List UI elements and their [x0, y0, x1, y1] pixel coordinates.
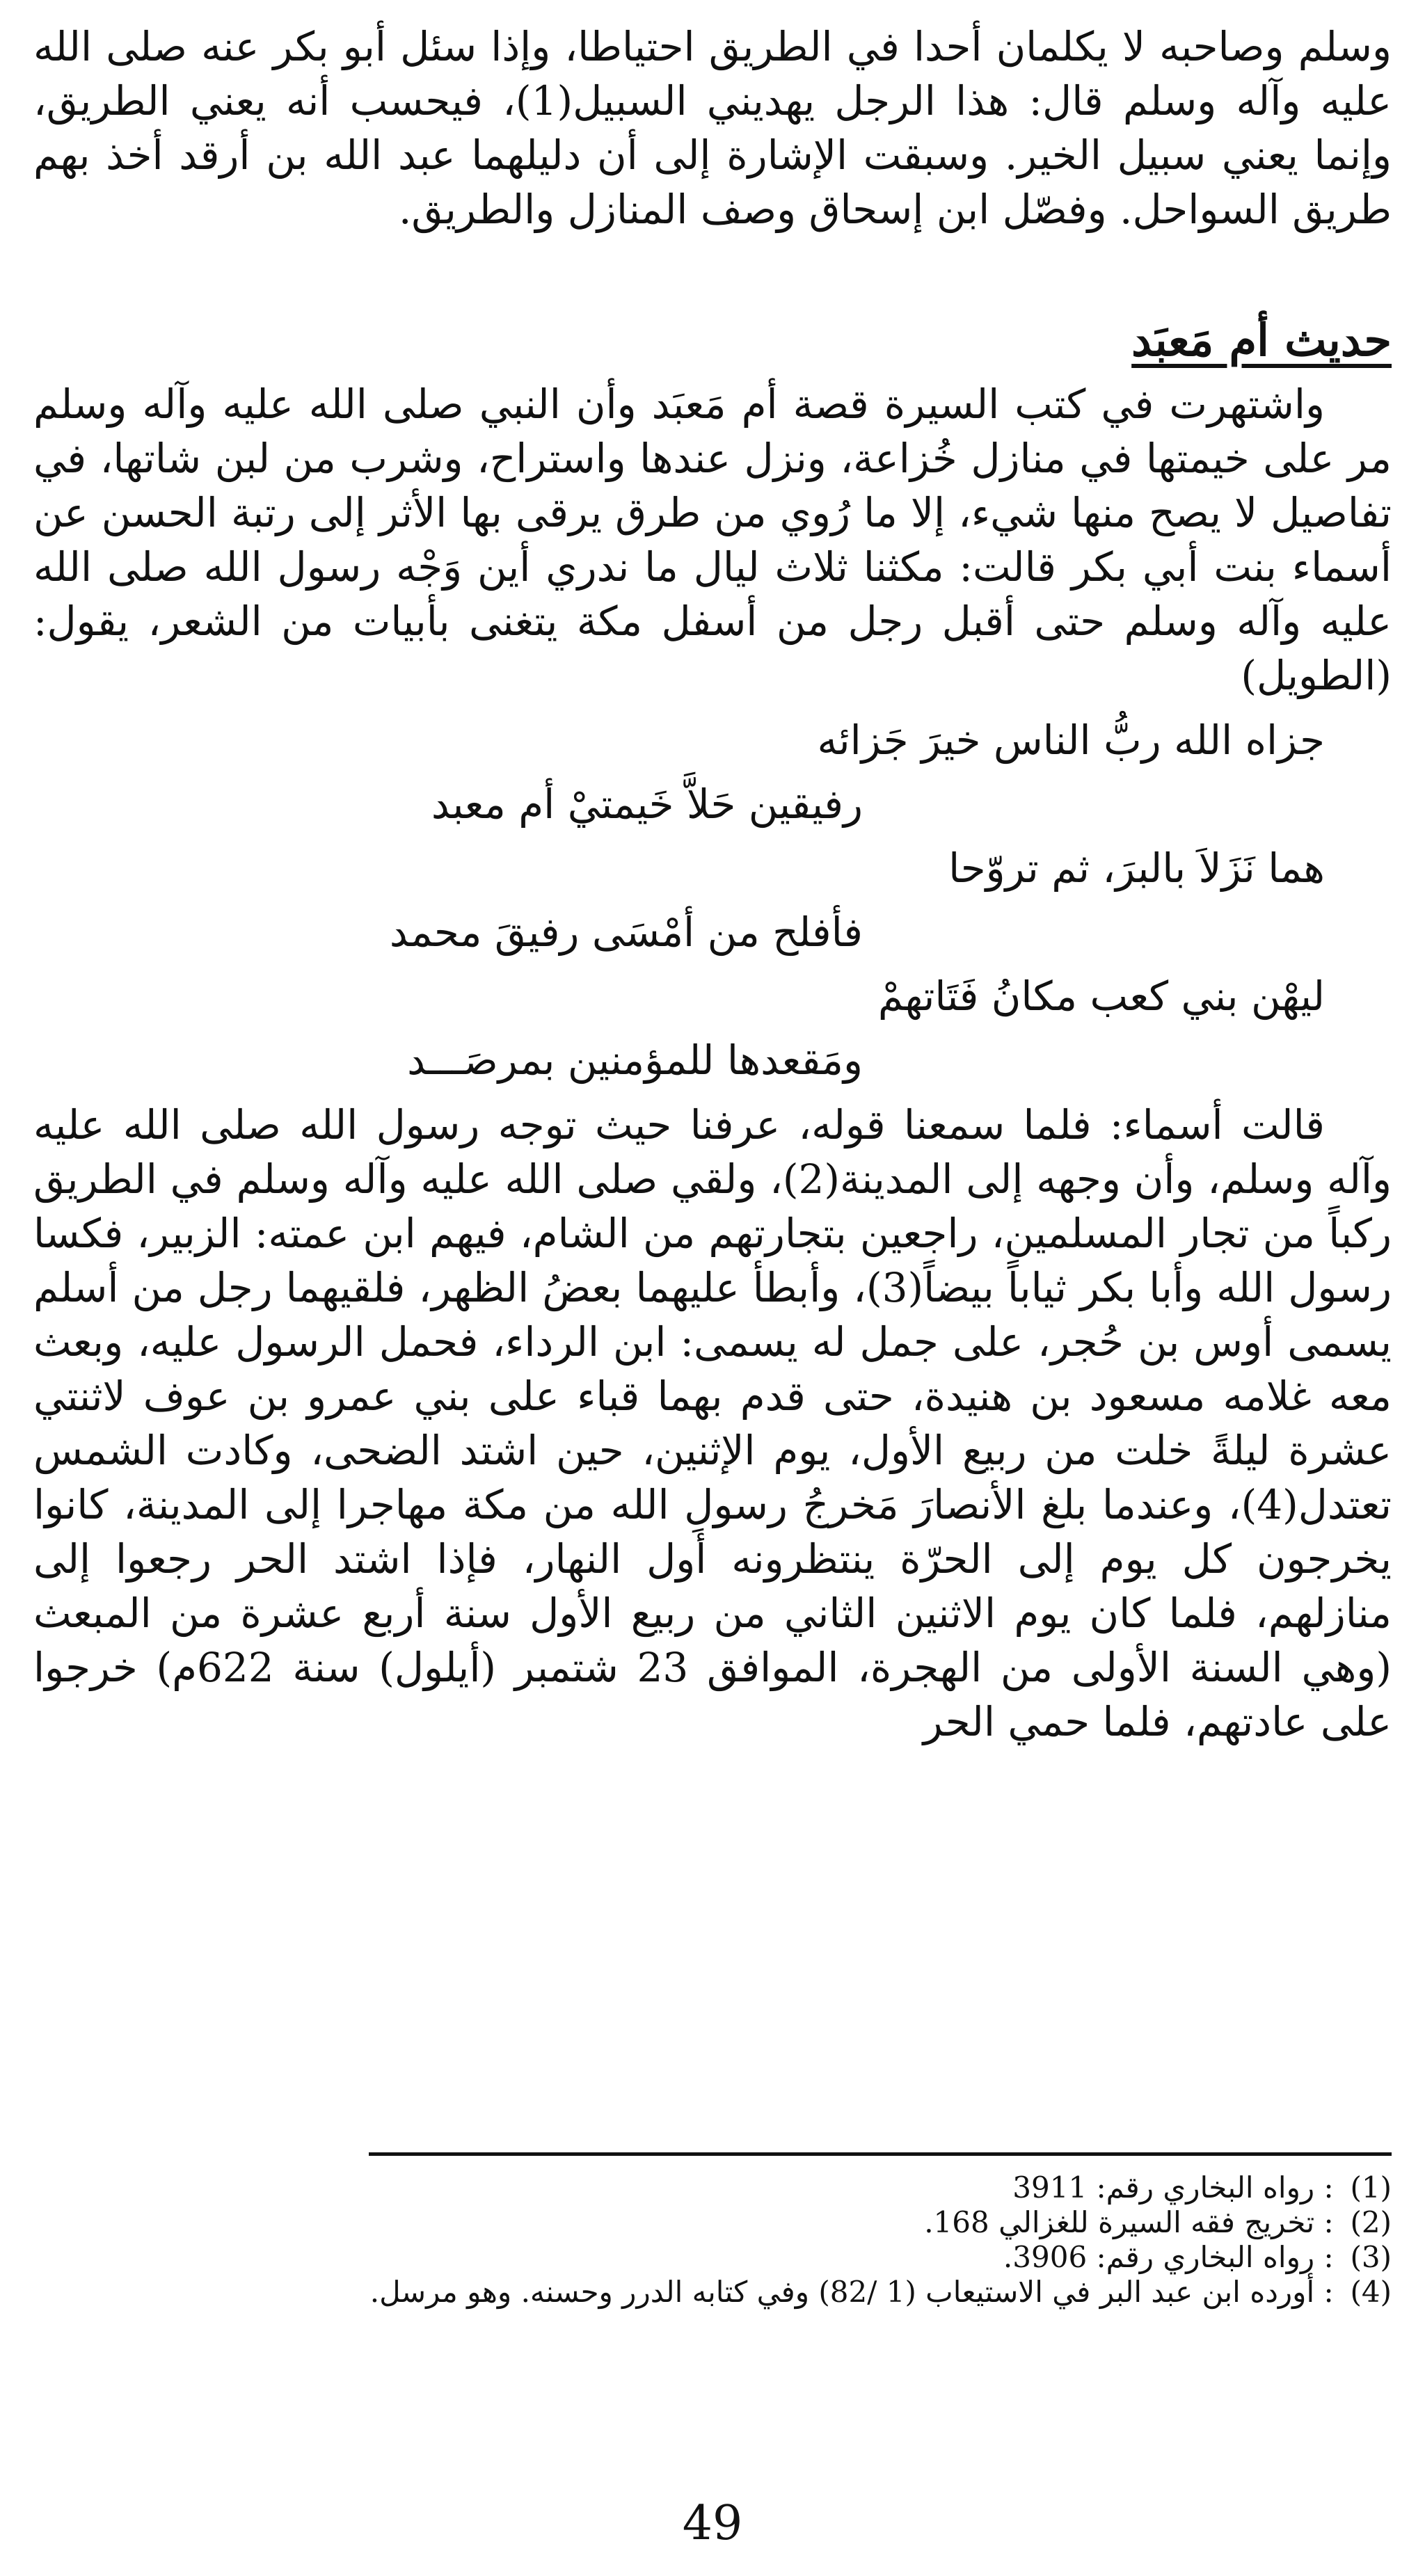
footnote-4 [33, 2275, 1392, 2310]
paragraph-two: واشتهرت في كتب السيرة قصة أم مَعبَد وأن النبي صلى الله عليه وآله وسلم مر على خيمتها في منازل خُزاعة، ونزل عندها واستراح، وشرب من لبن شاتها، في تفاصيل لا يصح منها شيء، إلا ما رُوي من طرق يرقى بها الأثر إلى رتبة الحسن عن أسماء بنت أبي بكر قالت: مكثنا ثلاث ليال ما ندري أين وَجْه رسول الله صلى الله عليه وآله وسلم حتى أقبل رجل من أسفل مكة يتغنى بأبيات من الشعر، يقول: (الطويل) [33, 381, 1392, 699]
footnote-1 [33, 2170, 1392, 2205]
paragraph-three: قالت أسماء: فلما سمعنا قوله، عرفنا حيث توجه رسول الله صلى الله عليه وآله وسلم، وأن وجهه إلى المدينة(2)، ولقي صلى الله عليه وآله وسلم في الطريق ركباً من تجار المسلمين، راجعين بتجارتهم من الشام، فيهم ابن عمته: الزبير، فكسا رسول الله وأبا بكر ثياباً بيضاً(3)، وأبطأ عليهما بعضُ الظهر، فلقيهما رجل من أسلم يسمى أوس بن حُجر، على جمل له يسمى: ابن الرداء، فحمل الرسول عليه، وبعث معه غلامه مسعود بن هنيدة، حتى قدم بهما قباء على بني عمرو بن عوف لاثنتي عشرة ليلةً خلت من ربيع الأول، يوم الإثنين، حين اشتد الضحى، وكادت الشمس تعتدل(4)، وعندما بلغ الأنصارَ مَخرجُ رسولِ الله من مكة مهاجرا إلى المدينة، كانوا يخرجون كل يوم إلى الحرّة ينتظرونه أول النهار، فإذا اشتد الحر رجعوا إلى منازلهم، فلما كان يوم الاثنين الثاني من ربيع الأول سنة أربع عشرة من المبعث (وهي السنة الأولى من الهجرة، الموافق 23 شتمبر (أيلول) سنة 622م) خرجوا على عادتهم، فلما حمي الحر [33, 1101, 1392, 1745]
footnote-3 [33, 2240, 1392, 2275]
top-paragraph: وسلم وصاحبه لا يكلمان أحدا في الطريق احتياطا، وإذا سئل أبو بكر عنه صلى الله عليه وآله وسلم قال: هذا الرجل يهديني السبيل(1)، فيحسب أنه يعني الطريق، وإنما يعني سبيل الخير. وسبقت الإشارة إلى أن دليلهما عبد الله بن أرقد أخذ بهم طريق السواحل. وفصّل ابن إسحاق وصف المنازل والطريق. [33, 23, 1392, 233]
footnote-text: : أورده ابن عبد البر في الاستيعاب (1 /82) وفي كتابه الدرر وحسنه. وهو مرسل. [369, 2275, 1334, 2309]
footnote-number: (2) [1350, 2205, 1392, 2239]
poem-line-1: جزاه الله ربُّ الناس خيرَ جَزائه [817, 717, 1325, 764]
poem [33, 708, 1392, 1092]
footnote-separator [369, 2152, 1392, 2156]
poem-line-5: ليهْن بني كعب مكانُ فَتَاتهمْ [877, 973, 1325, 1020]
book-page [33, 19, 1392, 2552]
footnotes [33, 2170, 1392, 2310]
poem-line-6: ومَقعدها للمؤمنين بمرصَـــد [407, 1037, 863, 1084]
section-title: حديث أم مَعبَد [1131, 314, 1392, 367]
page-number: 49 [682, 2496, 743, 2551]
footnote-text: : رواه البخاري رقم: 3906. [1003, 2240, 1334, 2274]
footnote-number: (4) [1350, 2275, 1392, 2309]
poem-line-4: فأفلح من أمْسَى رفيقَ محمد [389, 909, 863, 956]
poem-line-2: رفيقين حَلاَّ خَيمتيْ أم معبد [431, 781, 863, 828]
footnote-text: : رواه البخاري رقم: 3911 [1012, 2170, 1334, 2205]
poem-line-3: هما نَزَلاَ بالبرَ، ثم تروّحا [948, 845, 1325, 892]
footnote-text: : تخريج فقه السيرة للغزالي 168. [924, 2205, 1334, 2239]
footnote-number: (3) [1350, 2240, 1392, 2274]
footnote-number: (1) [1350, 2170, 1392, 2205]
footnote-2 [33, 2205, 1392, 2240]
